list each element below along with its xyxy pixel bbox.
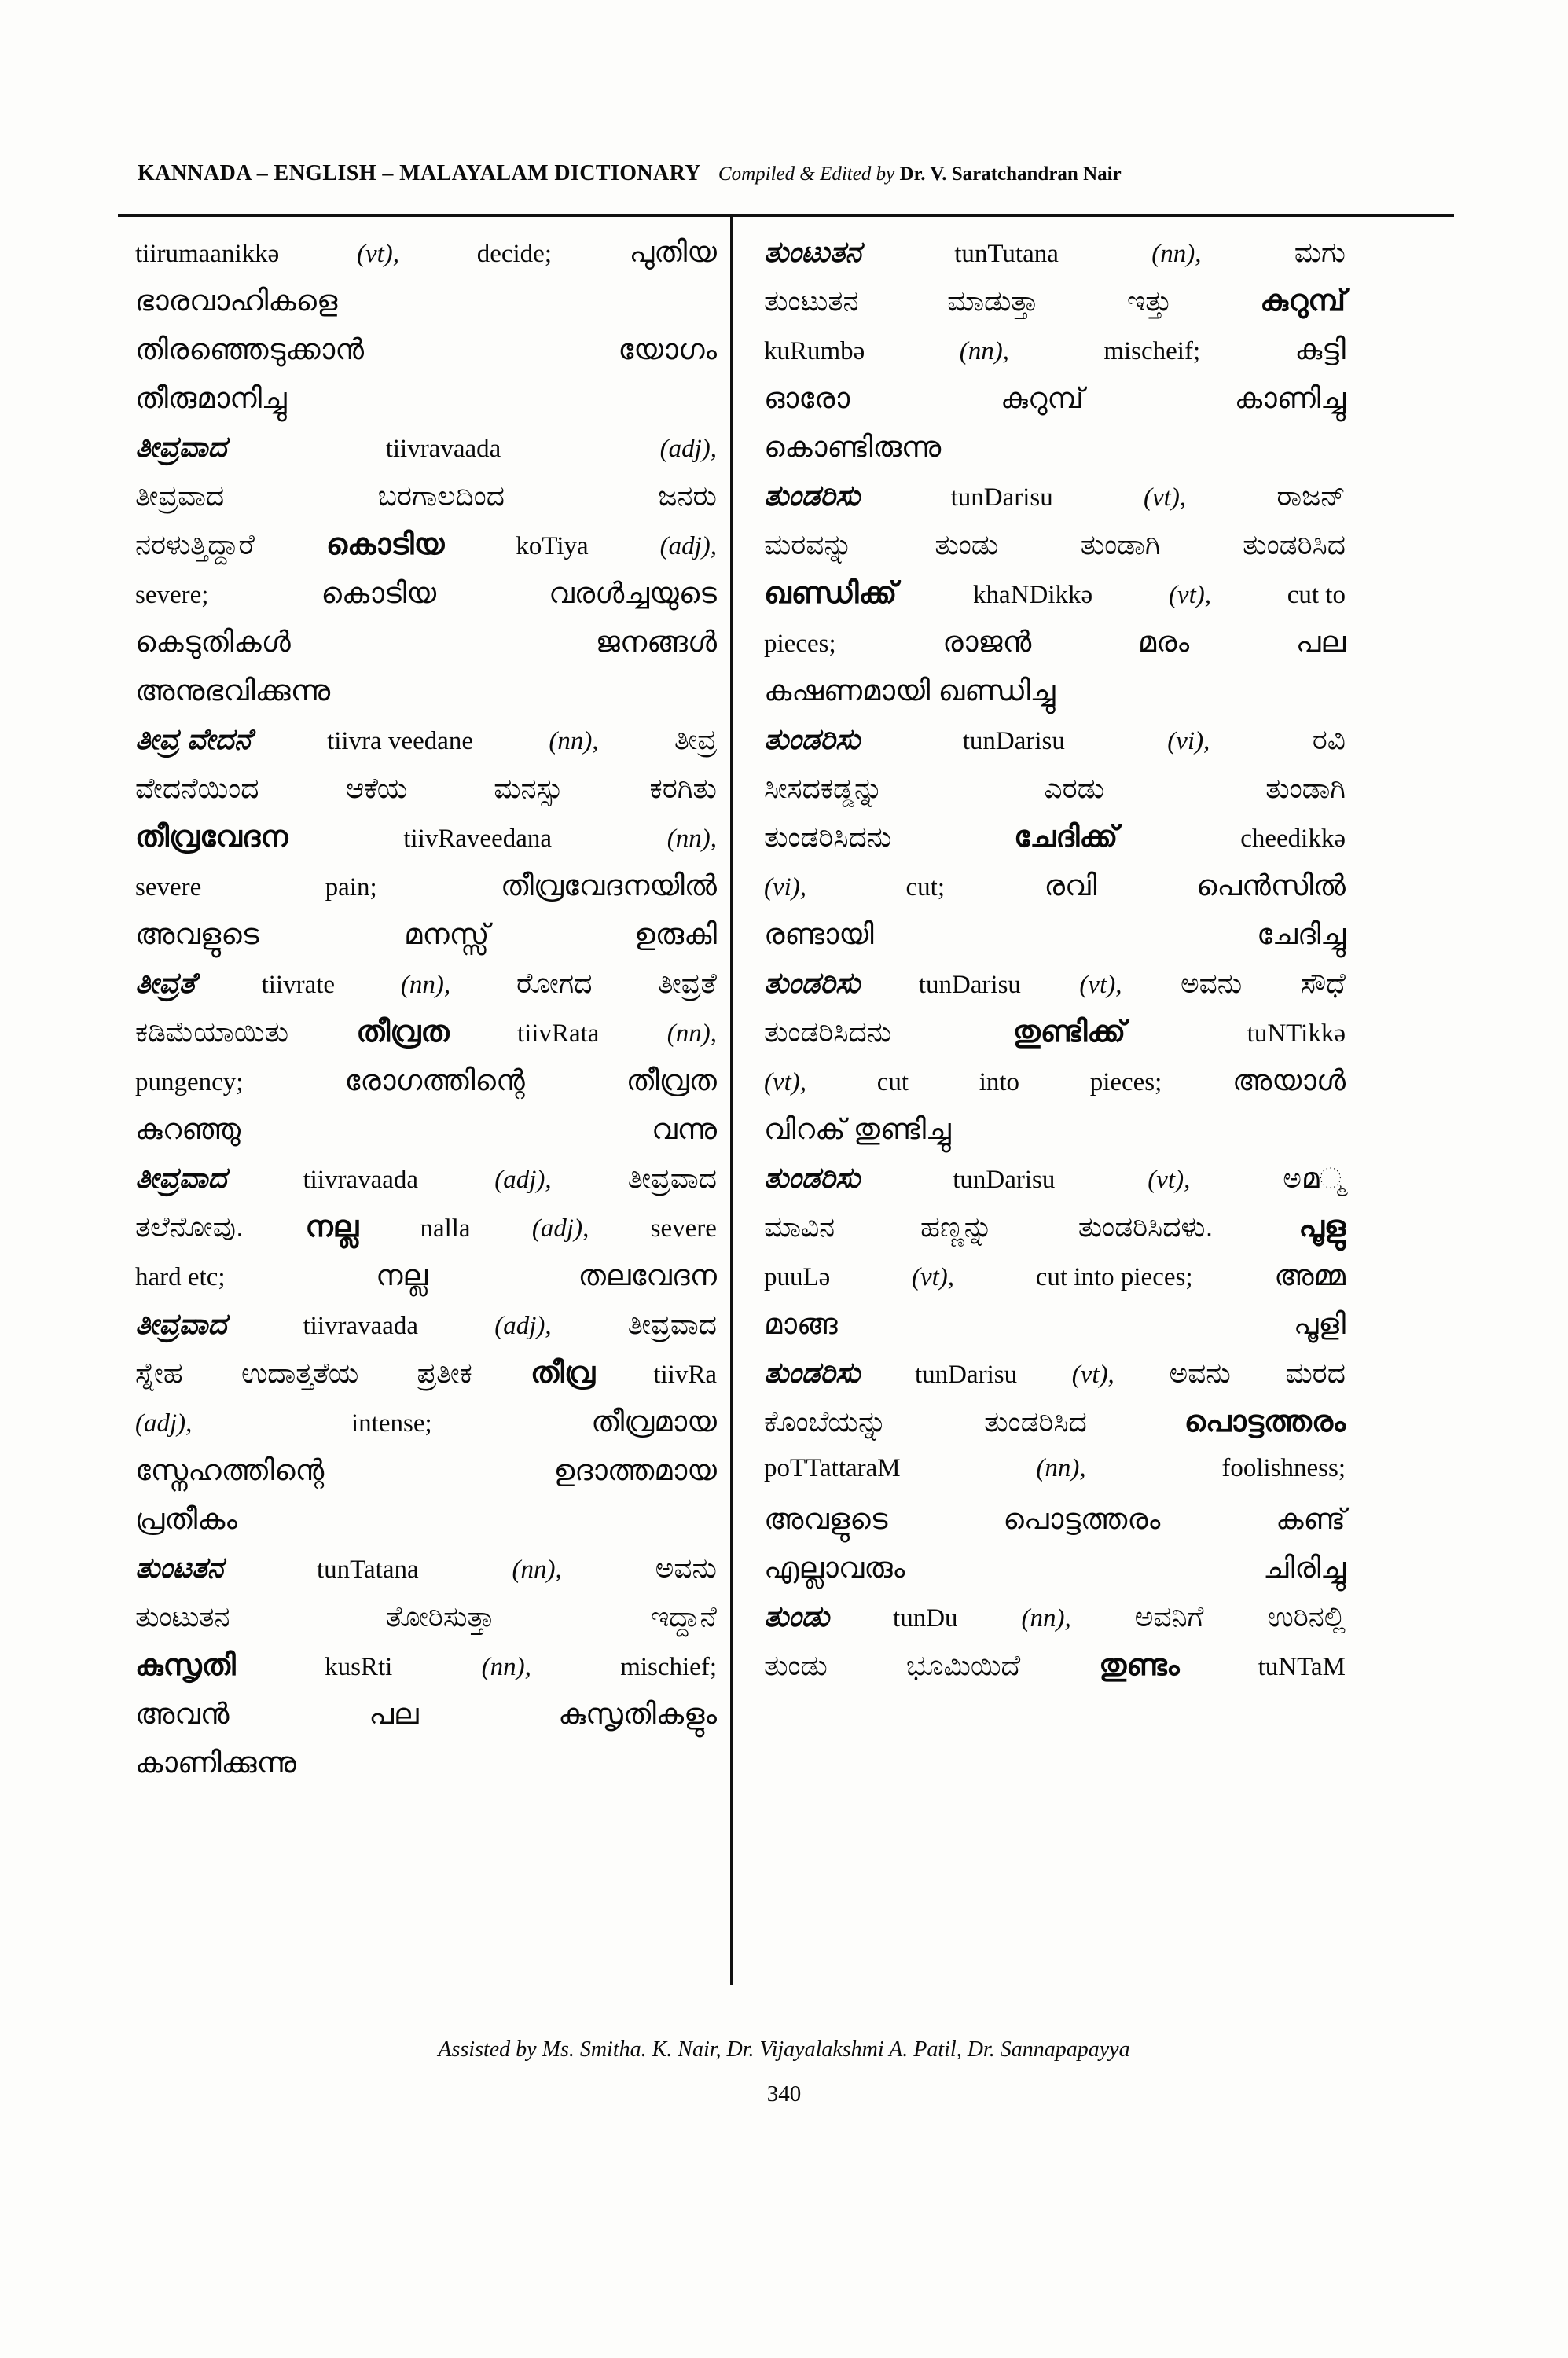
example-text: ಮಾಡುತ್ತಾ	[947, 285, 1039, 317]
example-text: ಭೂಮಿಯಿದೆ	[905, 1649, 1021, 1681]
transliteration: tunDarisu	[950, 483, 1053, 512]
example-text: ತೀವ್ರವಾದ	[135, 479, 225, 512]
transliteration: tunTutana	[954, 240, 1059, 268]
transliteration: tuNTaM	[1258, 1653, 1346, 1681]
dictionary-line	[764, 1210, 1346, 1259]
dictionary-line	[135, 1454, 717, 1503]
example-text: ಉದಾತ್ತತೆಯ	[241, 1357, 359, 1389]
part-of-speech: (vt),	[1148, 1166, 1191, 1194]
example-text: ತೋರಿಸುತ್ತಾ	[386, 1600, 495, 1633]
example-text: ತುಂಡು	[935, 528, 999, 560]
example-text: ತುಂಡಾಗಿ	[1080, 528, 1161, 560]
dictionary-line	[764, 382, 1346, 431]
example-text: ಉರಿನಲ್ಲಿ	[1267, 1600, 1346, 1633]
example-text: ഭാരവാഹികളെ	[135, 285, 338, 317]
part-of-speech: (adj),	[659, 435, 717, 463]
part-of-speech: (nn),	[400, 971, 451, 999]
part-of-speech: (adj),	[135, 1409, 193, 1438]
english-gloss: into	[979, 1068, 1020, 1096]
dictionary-line	[764, 674, 1346, 723]
example-text: ಬರಗಾಲದಿಂದ	[377, 479, 505, 512]
part-of-speech: (adj),	[659, 532, 717, 560]
part-of-speech: (nn),	[481, 1653, 531, 1681]
example-text: കുറഞ്ഞു	[135, 1113, 241, 1145]
english-gloss: cut into pieces;	[1035, 1263, 1193, 1291]
left-column	[135, 236, 717, 1795]
dictionary-line	[135, 528, 717, 577]
dictionary-line	[135, 577, 717, 626]
example-text: ಸ್ನೇಹ	[135, 1357, 183, 1389]
dictionary-line	[135, 382, 717, 431]
transliteration: tunTatana	[317, 1555, 419, 1584]
dictionary-line	[764, 431, 1346, 479]
dictionary-line	[135, 479, 717, 528]
english-gloss: severe;	[135, 581, 209, 609]
example-text: കൊടിയ	[321, 577, 437, 609]
english-gloss: pieces;	[1089, 1068, 1162, 1096]
dictionary-line	[764, 1600, 1346, 1649]
dictionary-line	[764, 1357, 1346, 1405]
transliteration: tiivravaada	[303, 1166, 419, 1194]
example-text: പല	[369, 1698, 419, 1730]
headword: ഖണ്ഡിക്ക്	[764, 577, 898, 610]
example-text: ಹಣ್ಣನ್ನು	[920, 1210, 993, 1243]
dictionary-line	[135, 236, 717, 285]
dictionary-line	[135, 1698, 717, 1746]
example-text: ഉരുകി	[634, 918, 717, 950]
example-text: ರವಿ	[1312, 723, 1346, 755]
example-text: പൂളി	[1293, 1308, 1346, 1340]
transliteration: tiivravaada	[385, 435, 501, 463]
example-text: ತುಂಡು	[764, 1649, 828, 1681]
english-gloss: cut to	[1287, 581, 1346, 609]
transliteration: tunDarisu	[962, 727, 1065, 755]
english-gloss: pain;	[325, 873, 377, 902]
headword: ತುಂಟತನ	[135, 1552, 224, 1584]
headword: ತುಂಡರಿಸು	[764, 967, 861, 999]
dictionary-line	[764, 626, 1346, 674]
english-gloss: pungency;	[135, 1068, 244, 1096]
example-text: ತುಂಟುತನ	[764, 285, 859, 317]
example-text: സ്നേഹത്തിന്റെ	[135, 1454, 325, 1486]
example-text: പുതിയ	[629, 236, 717, 268]
example-text: മരം	[1137, 626, 1190, 658]
transliteration: tiirumaanikkə	[135, 240, 280, 268]
running-header	[138, 161, 1427, 186]
transliteration: tiivra veedane	[327, 727, 474, 755]
dictionary-line	[764, 1454, 1346, 1503]
example-text: ಕರಗಿತು	[649, 772, 717, 804]
page-number: 340	[766, 2081, 802, 2106]
transliteration: tiivrate	[261, 971, 336, 999]
example-text: തീരുമാനിച്ചു	[135, 382, 287, 414]
example-text: ತುಂಡರಿಸಿದನು	[764, 1016, 892, 1048]
headword: കൊടിയ	[325, 528, 445, 561]
example-text: ಮರದ	[1285, 1357, 1346, 1389]
dictionary-line	[135, 1162, 717, 1210]
example-text: ವೇದನೆಯಿಂದ	[135, 772, 259, 804]
example-text: ತುಂಡರಿಸಿದಳು.	[1078, 1210, 1214, 1243]
example-text: ಜನರು	[658, 479, 717, 512]
example-text: അവളുടെ	[764, 1503, 888, 1535]
example-text: അനുഭവിക്കുന്നു	[135, 674, 331, 707]
headword: ತುಂಟುತನ	[764, 236, 861, 268]
example-text: തലവേദന	[578, 1259, 717, 1291]
english-gloss: severe	[135, 873, 202, 902]
example-text: ತೀವ್ರವಾದ	[627, 1162, 717, 1194]
example-text: തീവ്രത	[626, 1064, 717, 1096]
transliteration: tunDarisu	[914, 1361, 1018, 1389]
example-text: പൊട്ടത്തരം	[1003, 1503, 1161, 1535]
part-of-speech: (vt),	[1071, 1361, 1114, 1389]
example-text: ತುಂಡರಿಸಿದ	[1243, 528, 1346, 560]
headword: പൊട്ടത്തരം	[1184, 1405, 1346, 1438]
headword: ತೀವ್ರವಾದ	[135, 431, 227, 463]
headword: ತೀವ್ರವಾದ	[135, 1162, 227, 1194]
example-text: ಇದ್ದಾನೆ	[650, 1600, 717, 1633]
english-gloss: decide;	[476, 240, 552, 268]
transliteration: tiivRata	[516, 1019, 600, 1048]
dictionary-line	[764, 918, 1346, 967]
part-of-speech: (vt),	[1144, 483, 1187, 512]
example-text: ಅವನಿಗೆ	[1134, 1600, 1204, 1633]
example-text: ಅമ್ಮ	[1283, 1162, 1346, 1194]
example-text: ಇತ್ತು	[1126, 285, 1172, 317]
transliteration: tunDu	[893, 1604, 958, 1633]
example-text: കാണിക്കുന്നു	[135, 1746, 297, 1779]
dictionary-line	[764, 1016, 1346, 1064]
dictionary-line	[764, 236, 1346, 285]
example-text: ಸೌಧೆ	[1300, 967, 1346, 999]
example-text: ಅವನು	[655, 1552, 717, 1584]
example-text: പ്രതീകം	[135, 1503, 237, 1535]
example-text: ನರಳುತ್ತಿದ್ದಾರೆ	[135, 528, 255, 560]
example-text: അവളുടെ	[135, 918, 259, 950]
example-text: രവി	[1044, 869, 1097, 902]
example-text: ಮನಸ್ಸು	[494, 772, 564, 804]
example-text: ಕೊಂಬೆಯನ್ನು	[764, 1405, 887, 1438]
dictionary-line	[135, 772, 717, 821]
part-of-speech: (nn),	[666, 1019, 717, 1048]
example-text: കണ്ട്	[1276, 1503, 1346, 1535]
dictionary-line	[135, 1016, 717, 1064]
headword: ತುಂಡರಿಸು	[764, 723, 861, 755]
headword: ತೀವ್ರವಾದ	[135, 1308, 227, 1340]
headword: ತುಂಡರಿಸು	[764, 1357, 861, 1389]
english-gloss: mischief;	[620, 1653, 717, 1681]
transliteration: tunDarisu	[918, 971, 1021, 999]
dictionary-line	[764, 1064, 1346, 1113]
dictionary-line	[135, 918, 717, 967]
part-of-speech: (nn),	[666, 825, 717, 853]
column-divider	[730, 217, 733, 1985]
transliteration: tunDarisu	[953, 1166, 1056, 1194]
dictionary-line	[764, 1552, 1346, 1600]
english-gloss: cut;	[905, 873, 945, 902]
dictionary-line	[764, 1259, 1346, 1308]
transliteration: puuLə	[764, 1263, 831, 1291]
part-of-speech: (adj),	[531, 1214, 589, 1243]
example-text: തിരഞ്ഞെടുക്കാൻ	[135, 333, 365, 365]
example-text: അമ്മ	[1274, 1259, 1346, 1291]
example-text: ರೋಗದ	[516, 967, 593, 999]
english-gloss: intense;	[351, 1409, 432, 1438]
part-of-speech: (vi),	[764, 873, 807, 902]
dictionary-line	[135, 1113, 717, 1162]
example-text: കാണിച്ചു	[1234, 382, 1346, 414]
dictionary-line	[135, 1746, 717, 1795]
english-gloss: pieces;	[764, 630, 836, 658]
example-text: കുട്ടി	[1294, 333, 1346, 365]
headword: ತೀವ್ರತೆ	[135, 967, 196, 999]
example-text: കുറുമ്പ്	[1001, 382, 1084, 414]
headword: തീവ്രവേദന	[135, 821, 288, 854]
dictionary-line	[135, 1357, 717, 1405]
english-gloss: cut	[876, 1068, 909, 1096]
dictionary-line	[135, 626, 717, 674]
part-of-speech: (adj),	[494, 1312, 552, 1340]
part-of-speech: (nn),	[549, 727, 599, 755]
example-text: രാജൻ	[942, 626, 1032, 658]
example-text: ತೀವ್ರವಾದ	[627, 1308, 717, 1340]
example-text: ಮಾವಿನ	[764, 1210, 835, 1243]
headword: ತುಂಡು	[764, 1600, 830, 1633]
example-text: ತುಂಡರಿಸಿದ	[984, 1405, 1087, 1438]
dictionary-line	[135, 821, 717, 869]
example-text: കെടുതികൾ	[135, 626, 291, 658]
dictionary-line	[764, 528, 1346, 577]
part-of-speech: (nn),	[1151, 240, 1202, 268]
dictionary-line	[764, 772, 1346, 821]
example-text: ഉദാത്തമായ	[553, 1454, 717, 1486]
example-text: ಮಗು	[1294, 236, 1346, 268]
transliteration: poTTattaraM	[764, 1454, 901, 1482]
part-of-speech: (vi),	[1167, 727, 1210, 755]
headword: തുണ്ടം	[1099, 1649, 1180, 1682]
example-text: വരൾച്ചയുടെ	[549, 577, 717, 609]
dictionary-line	[764, 1405, 1346, 1454]
headword: ചേദിക്ക്	[1014, 821, 1118, 854]
dictionary-line	[135, 1552, 717, 1600]
example-text: ಅವನು	[1180, 967, 1243, 999]
example-text: അവൻ	[135, 1698, 230, 1730]
part-of-speech: (vt),	[912, 1263, 955, 1291]
example-text: രണ്ടായി	[764, 918, 874, 950]
example-text: ജനങ്ങൾ	[595, 626, 717, 658]
credit-prefix: Compiled & Edited by	[718, 163, 895, 185]
part-of-speech: (adj),	[494, 1166, 552, 1194]
part-of-speech: (vt),	[1079, 971, 1122, 999]
dictionary-line	[135, 1064, 717, 1113]
part-of-speech: (vt),	[356, 240, 400, 268]
dictionary-line	[764, 1503, 1346, 1552]
dictionary-line	[764, 577, 1346, 626]
example-text: ತೀವ್ರ	[674, 723, 717, 755]
right-column	[764, 236, 1346, 1698]
example-text: തീവ്രമായ	[591, 1405, 717, 1438]
example-text: ತೀವ್ರತೆ	[658, 967, 717, 999]
dictionary-line	[135, 967, 717, 1016]
example-text: ತುಂಡಾಗಿ	[1265, 772, 1346, 804]
transliteration: kuRumbə	[764, 337, 865, 365]
english-gloss: hard etc;	[135, 1263, 226, 1291]
example-text: മാങ്ങ	[764, 1308, 838, 1340]
dictionary-line	[764, 1308, 1346, 1357]
example-text: ಅವನು	[1169, 1357, 1231, 1389]
dictionary-line	[135, 1405, 717, 1454]
transliteration: cheedikkə	[1240, 825, 1346, 853]
headword: തീവ്ര	[531, 1357, 596, 1390]
example-text: വിറക് തുണ്ടിച്ചു	[764, 1113, 951, 1145]
example-text: ചിരിച്ചു	[1263, 1552, 1346, 1584]
assisted-by-credit: Assisted by Ms. Smitha. K. Nair, Dr. Vijayalakshmi A. Patil, Dr. Sannapapayya	[438, 2037, 1130, 2062]
transliteration: koTiya	[516, 532, 589, 560]
dictionary-line	[764, 1162, 1346, 1210]
example-text: ചേദിച്ചു	[1257, 918, 1346, 950]
dictionary-line	[135, 285, 717, 333]
example-text: പല	[1295, 626, 1346, 658]
headword: കുറുമ്പ്	[1260, 285, 1346, 318]
example-text: എല്ലാവരും	[764, 1552, 905, 1584]
headword: തീവ്രത	[356, 1016, 450, 1049]
example-text: ಎರಡು	[1044, 772, 1105, 804]
part-of-speech: (nn),	[512, 1555, 562, 1584]
headword: ತುಂಡರಿಸು	[764, 479, 861, 512]
example-text: പെൻസിൽ	[1195, 869, 1346, 902]
example-text: ಮರವನ್ನು	[764, 528, 853, 560]
example-text: ತುಂಟುತನ	[135, 1600, 230, 1633]
editor-name: Dr. V. Saratchandran Nair	[899, 163, 1122, 185]
part-of-speech: (vt),	[764, 1068, 807, 1096]
example-text: മനസ്സ്	[404, 918, 490, 950]
example-text: കൊണ്ടിരുന്നു	[764, 431, 942, 463]
example-text: യോഗം	[618, 333, 717, 365]
part-of-speech: (nn),	[1021, 1604, 1071, 1633]
part-of-speech: (nn),	[959, 337, 1009, 365]
dictionary-line	[135, 674, 717, 723]
example-text: ಸೀಸದಕಡ್ಡನ್ನು	[764, 772, 883, 804]
example-text: ಆಕೆಯ	[345, 772, 408, 804]
example-text: തീവ്രവേദനയിൽ	[501, 869, 717, 902]
dictionary-line	[764, 1649, 1346, 1698]
transliteration: tiivRa	[653, 1361, 717, 1389]
headword: ತುಂಡರಿಸು	[764, 1162, 861, 1194]
dictionary-line	[135, 1600, 717, 1649]
dictionary-line	[135, 1210, 717, 1259]
headword: കുസൃതി	[135, 1649, 236, 1682]
dictionary-line	[764, 821, 1346, 869]
dictionary-line	[764, 285, 1346, 333]
dictionary-line	[764, 723, 1346, 772]
header-rule	[118, 214, 1454, 217]
dictionary-line	[764, 1113, 1346, 1162]
example-text: ಕಡಿಮೆಯಾಯಿತು	[135, 1016, 289, 1048]
headword: തുണ്ടിക്ക്	[1012, 1016, 1126, 1049]
part-of-speech: (vt),	[1168, 581, 1211, 609]
english-gloss: mischeif;	[1103, 337, 1201, 365]
headword: നല്ല	[305, 1210, 359, 1243]
part-of-speech: (nn),	[1036, 1454, 1086, 1482]
example-text: ഓരോ	[764, 382, 850, 414]
dictionary-line	[764, 479, 1346, 528]
english-gloss: foolishness;	[1221, 1454, 1346, 1482]
transliteration: tiivravaada	[303, 1312, 419, 1340]
editor-credit	[718, 163, 1122, 185]
example-text: രോഗത്തിന്റെ	[344, 1064, 525, 1096]
example-text: ಪ್ರತೀಕ	[417, 1357, 472, 1389]
example-text: കുസൃതികളും	[558, 1698, 717, 1730]
example-text: ರಾಜನ್	[1276, 479, 1346, 512]
transliteration: tuNTikkə	[1247, 1019, 1346, 1048]
dictionary-line	[135, 1259, 717, 1308]
dictionary-line	[135, 333, 717, 382]
dictionary-line	[135, 1649, 717, 1698]
headword: ತೀವ್ರ ವೇದನೆ	[135, 723, 252, 755]
example-text: ತುಂಡರಿಸಿದನು	[764, 821, 892, 853]
headword: പൂളു	[1298, 1210, 1346, 1243]
example-text: വന്നു	[652, 1113, 717, 1145]
dictionary-line	[764, 967, 1346, 1016]
dictionary-title: KANNADA – ENGLISH – MALAYALAM DICTIONARY	[138, 161, 701, 185]
example-text: കഷണമായി ഖണ്ഡിച്ചു	[764, 674, 1056, 707]
transliteration: tiivRaveedana	[403, 825, 553, 853]
dictionary-line	[135, 1503, 717, 1552]
dictionary-line	[764, 333, 1346, 382]
transliteration: kusRti	[325, 1653, 393, 1681]
dictionary-line	[135, 431, 717, 479]
example-text: അയാൾ	[1232, 1064, 1346, 1096]
dictionary-line	[135, 723, 717, 772]
example-text: നല്ല	[376, 1259, 428, 1291]
transliteration: khaNDikkə	[973, 581, 1093, 609]
example-text: ತಲೆನೋವು.	[135, 1210, 244, 1243]
transliteration: nalla	[420, 1214, 471, 1243]
dictionary-line	[135, 1308, 717, 1357]
english-gloss: severe	[650, 1214, 717, 1243]
dictionary-line	[135, 869, 717, 918]
dictionary-line	[764, 869, 1346, 918]
